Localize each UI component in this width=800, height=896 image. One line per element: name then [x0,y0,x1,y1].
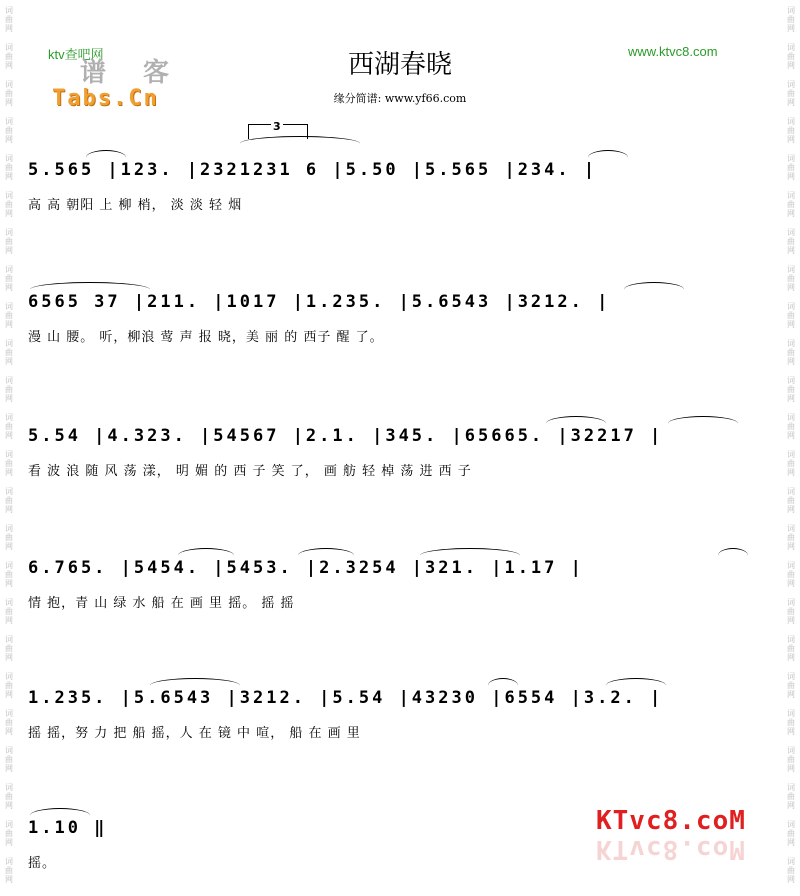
lyrics: 漫 山 腰。 听，柳浪 莺 声 报 晓，美 丽 的 西子 醒 了。 [28,330,384,345]
notes: 6.765. |5454. |5453. |2.3254 |321. |1.17 | [28,558,584,578]
notes: 5.565 |123. |2321231 6 |5.50 |5.565 |234. | [28,160,598,180]
slur [668,416,738,431]
slur [718,548,748,563]
notation-line [28,120,776,190]
lyrics: 情 抱，青 山 绿 水 船 在 画 里 摇。 摇 摇 [28,596,295,611]
side-watermark: 词 曲 网 词 曲 网 词 曲 网 词 曲 网 词 曲 网 词 曲 网 词 曲 网 词 曲 网 词 曲 网 词 曲 网 词 曲 网 词 曲 网 词 曲 网 词 曲 网 词 曲 网 词 曲 网 词 曲 网 词 曲 网 词 曲 网 词 曲 网 词 曲 网 词 曲 网 词 曲 网 词 曲 网 [787,6,795,884]
right-watermark-strip [782,0,800,896]
site-url: www.ktvc8.com [628,44,718,59]
slur [624,282,684,297]
ktv-logo-small: ktv查吧网 [48,47,104,62]
notes: 6565 37 |211. |1017 |1.235. |5.6543 |3212. | [28,292,611,312]
song-title: 西湖春晓 [347,50,452,80]
ktvc8-brand-reflection: KTvc8.coM [596,834,746,864]
lyrics: 高 高 朝阳 上 柳 梢， 淡 淡 轻 烟 [28,198,243,213]
triplet-number: 3 [273,120,281,133]
notation-line [28,416,776,456]
notation-line [28,282,776,322]
lyrics: 看 波 浪 随 风 荡 漾， 明 媚 的 西 子 笑 了， 画 舫 轻 棹 荡 进 西 子 [28,464,472,479]
notation-line [28,548,776,588]
notes: 1.10 ‖ [28,818,108,838]
puke-logo: 谱 客 [80,58,184,88]
lyrics: 摇 摇，努 力 把 船 摇，人 在 镜 中 喧， 船 在 画 里 [28,726,361,741]
left-watermark-strip [0,0,18,896]
lyrics: 摇。 [28,856,57,871]
ktvc8-brand-logo: KTvc8.coM [596,806,746,836]
side-watermark: 词 曲 网 词 曲 网 词 曲 网 词 曲 网 词 曲 网 词 曲 网 词 曲 网 词 曲 网 词 曲 网 词 曲 网 词 曲 网 词 曲 网 词 曲 网 词 曲 网 词 曲 网 词 曲 网 词 曲 网 词 曲 网 词 曲 网 词 曲 网 词 曲 网 词 曲 网 词 曲 网 词 曲 网 [5,6,13,884]
notation-line [28,678,776,718]
tabs-logo: Tabs.Cn [52,86,159,111]
song-credit: 缘分简谱: www.yf66.com [333,92,467,105]
slur [240,136,360,151]
notes: 1.235. |5.6543 |3212. |5.54 |43230 |6554 |3.2. | [28,688,664,708]
notes: 5.54 |4.323. |54567 |2.1. |345. |65665. |32217 | [28,426,664,446]
